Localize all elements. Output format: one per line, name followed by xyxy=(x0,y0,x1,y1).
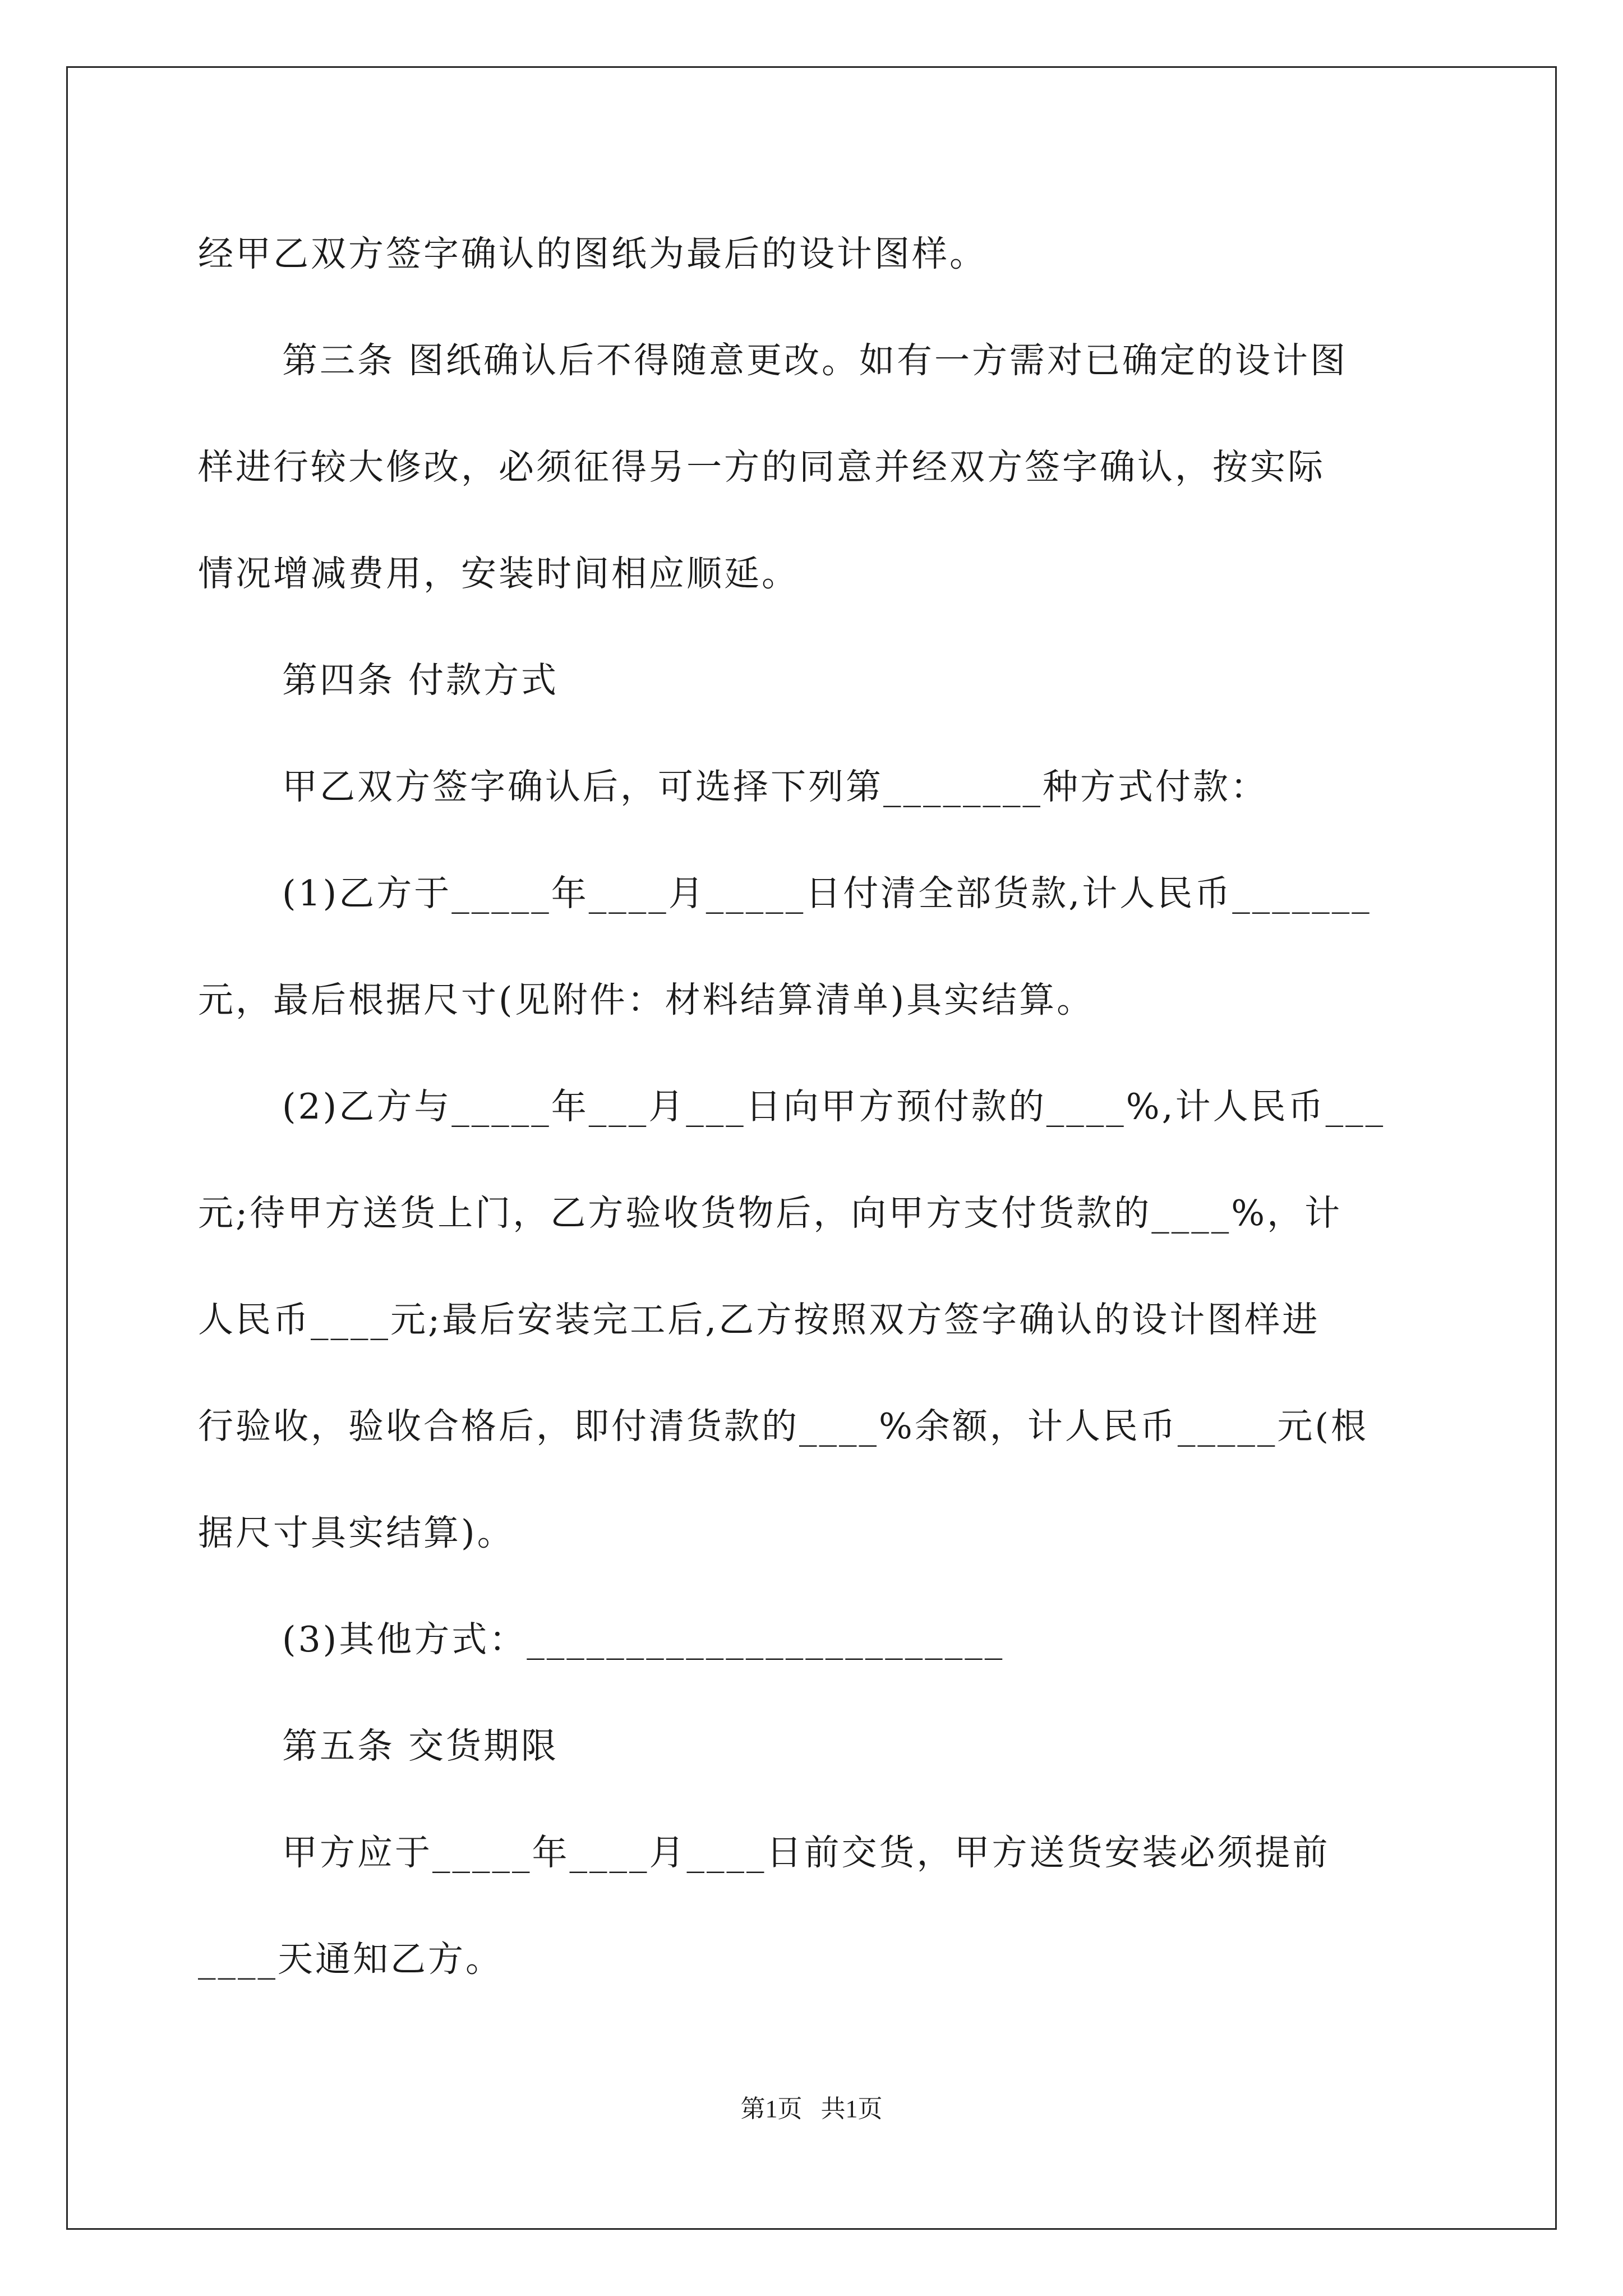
paragraph-line: 元;待甲方送货上门，乙方验收货物后，向甲方支付货款的____%，计 xyxy=(198,1193,1343,1234)
paragraph-line: 情况增减费用，安装时间相应顺延。 xyxy=(198,553,799,594)
page-number-footer: 第1页 共1页 xyxy=(740,2095,883,2123)
paragraph-line: 经甲乙双方签字确认的图纸为最后的设计图样。 xyxy=(198,233,987,274)
paragraph-line: 人民币____元;最后安装完工后,乙方按照双方签字确认的设计图样进 xyxy=(198,1299,1320,1340)
payment-option-3-line: (3)其他方式：________________________ xyxy=(282,1619,1005,1660)
paragraph-line: ____天通知乙方。 xyxy=(198,1939,503,1980)
paragraph-line: 甲方应于_____年____月____日前交货，甲方送货安装必须提前 xyxy=(282,1832,1330,1873)
payment-option-2-line: (2)乙方与_____年___月___日向甲方预付款的____%,计人民币___ xyxy=(282,1086,1386,1127)
article-five-heading: 第五条 交货期限 xyxy=(282,1726,559,1766)
article-four-heading: 第四条 付款方式 xyxy=(282,660,559,701)
article-three-heading-line: 第三条 图纸确认后不得随意更改。如有一方需对已确定的设计图 xyxy=(282,340,1348,381)
paragraph-line: 据尺寸具实结算)。 xyxy=(198,1512,515,1553)
paragraph-line: 样进行较大修改，必须征得另一方的同意并经双方签字确认，按实际 xyxy=(198,447,1325,487)
payment-option-1-line: (1)乙方于_____年____月_____日付清全部货款,计人民币_______ xyxy=(282,873,1372,914)
paragraph-line: 甲乙双方签字确认后，可选择下列第________种方式付款： xyxy=(282,766,1268,807)
page-frame xyxy=(66,66,1557,2230)
paragraph-line: 元，最后根据尺寸(见附件：材料结算清单)具实结算。 xyxy=(198,979,1095,1020)
paragraph-line: 行验收，验收合格后，即付清货款的____%余额，计人民币_____元(根 xyxy=(198,1406,1368,1447)
